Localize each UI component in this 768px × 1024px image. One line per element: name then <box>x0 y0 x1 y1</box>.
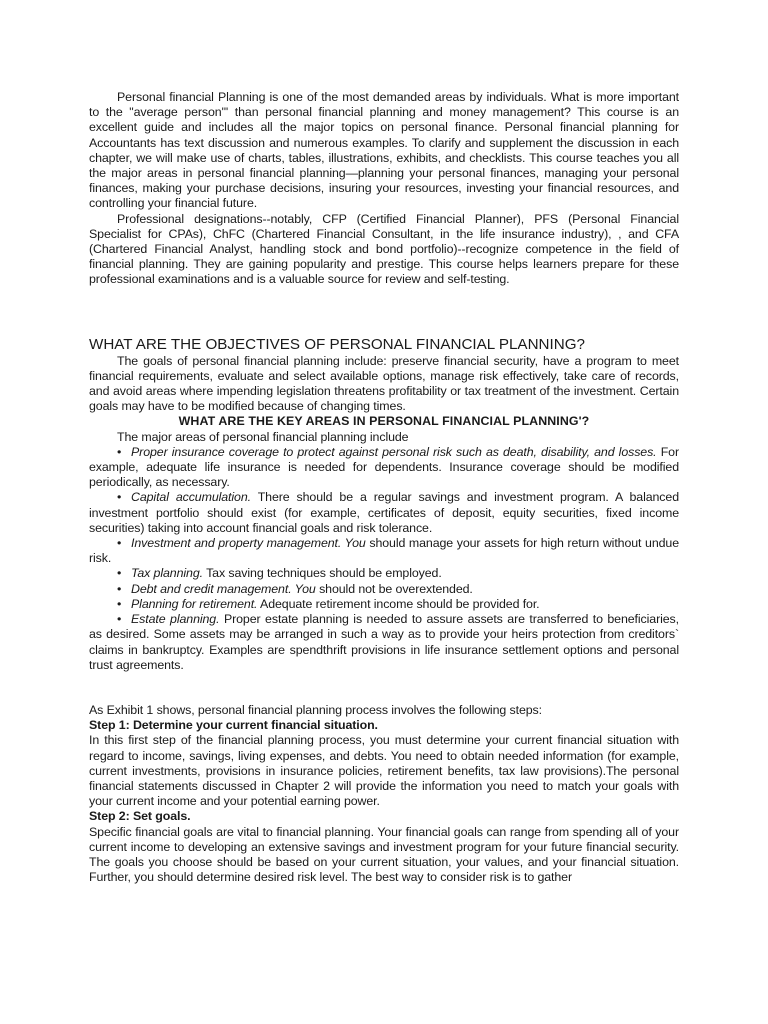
list-item-text: should manage your assets for high return without undue risk. <box>89 536 679 566</box>
list-item-lead: Tax planning. <box>131 566 203 581</box>
key-areas-heading: WHAT ARE THE KEY AREAS IN PERSONAL FINANCIAL PLANNING'? <box>178 414 590 429</box>
list-item-lead: Investment and property management. You <box>131 536 366 551</box>
intro-paragraph-1: Personal financial Planning is one of the most demanded areas by individuals. What is more important to the "average person"' than personal financial planning and money management? This course is an excellent guide and includes all the major topics on personal finance. Personal financial planning for Accountants has text discussion and numerous examples. To clarify and supplement the discussion in each chapter, we will make use of charts, tables, illustrations, exhibits, and checklists. This course teaches you all the major areas in personal financial planning—planning your personal finances, managing your personal finances, making your purchase decisions, insuring your resources, investing your financial resources, and controlling your financial future. <box>89 90 679 211</box>
bullet-icon: • <box>117 490 122 505</box>
section-spacer <box>89 673 679 703</box>
key-areas-intro: The major areas of personal financial planning include <box>117 429 409 444</box>
list-item-lead: Proper insurance coverage to protect against personal risk such as death, disability, and losses. <box>131 444 657 459</box>
step-1-body: In this first step of the financial planning process, you must determine your current financial situation with regard to income, savings, living expenses, and debts. You need to obtain needed information (for example, current investments, provisions in insurance policies, retirement benefits, tax law provisions).The personal financial statements discussed in Chapter 2 will provide the information you need to match your goals with your current income and your potential earning power. <box>89 733 679 809</box>
objectives-heading: WHAT ARE THE OBJECTIVES OF PERSONAL FINANCIAL PLANNING? <box>89 335 585 353</box>
list-item-lead: Debt and credit management. You <box>131 581 316 596</box>
list-item-text: Tax saving techniques should be employed. <box>202 566 442 581</box>
step-2-body: Specific financial goals are vital to financial planning. Your financial goals can range from spending all of your current income to developing an extensive savings and investment program for your future financial security. The goals you choose should be based on your current situation, your values, and your financial situation. Further, you should determine desired risk level. The best way to consider risk is to gather <box>89 824 679 885</box>
intro-paragraph-2: Professional designations--notably, CFP (Certified Financial Planner), PFS (Personal Financial Specialist for CPAs), ChFC (Chartered Financial Consultant, in the life insurance industry), , and CFA (Chartered Financial Analyst, handling stock and bond portfolio)--recognize competence in the field of financial planning. They are gaining popularity and prestige. This course helps learners prepare for these professional examinations and is a valuable source for review and self-testing. <box>89 211 679 287</box>
list-item <box>89 536 679 566</box>
bullet-icon: • <box>117 581 122 596</box>
list-item-text: Adequate retirement income should be provided for. <box>257 596 540 611</box>
list-item-text: should not be overextended. <box>315 581 473 596</box>
process-intro: As Exhibit 1 shows, personal financial planning process involves the following steps: <box>89 702 542 717</box>
objectives-body: The goals of personal financial planning include: preserve financial security, have a program to meet financial requirements, evaluate and select available options, manage risk effectively, take care of records, and avoid areas where impending legislation threatens profitability or tax treatment of the investment. Certain goals may have to be modified because of changing times. <box>89 353 679 414</box>
bullet-icon: • <box>117 444 122 459</box>
list-item-lead: Planning for retirement. <box>131 596 258 611</box>
bullet-icon: • <box>117 566 122 581</box>
list-item-lead: Estate planning. <box>131 612 220 627</box>
step-2-title: Step 2: Set goals. <box>89 809 191 824</box>
document-page <box>89 90 679 885</box>
list-item-text: There should be a regular savings and investment program. A balanced investment portfolio should exist (for example, certificates of deposit, equity securities, fixed income securities) taking into account financial goals and risk tolerance. <box>89 490 679 535</box>
bullet-icon: • <box>117 536 122 551</box>
bullet-icon: • <box>117 596 122 611</box>
list-item <box>89 612 679 673</box>
list-item <box>89 566 679 581</box>
list-item <box>89 490 679 536</box>
list-item <box>89 445 679 491</box>
bullet-icon: • <box>117 612 122 627</box>
list-item-text: Proper estate planning is needed to assure assets are transferred to beneficiaries, as desired. Some assets may be arranged in such a way as to provide your heirs protection from creditors` claims in bankruptcy. Examples are spendthrift provisions in life insurance settlement options and personal trust agreements. <box>89 612 679 672</box>
list-item-lead: Capital accumulation. <box>131 490 251 505</box>
step-1-title: Step 1: Determine your current financial situation. <box>89 718 378 733</box>
list-item <box>89 582 679 597</box>
list-item-text: For example, adequate life insurance is needed for dependents. Insurance coverage should be modified periodically, as necessary. <box>89 444 679 490</box>
section-spacer <box>89 288 679 336</box>
list-item <box>89 597 679 612</box>
